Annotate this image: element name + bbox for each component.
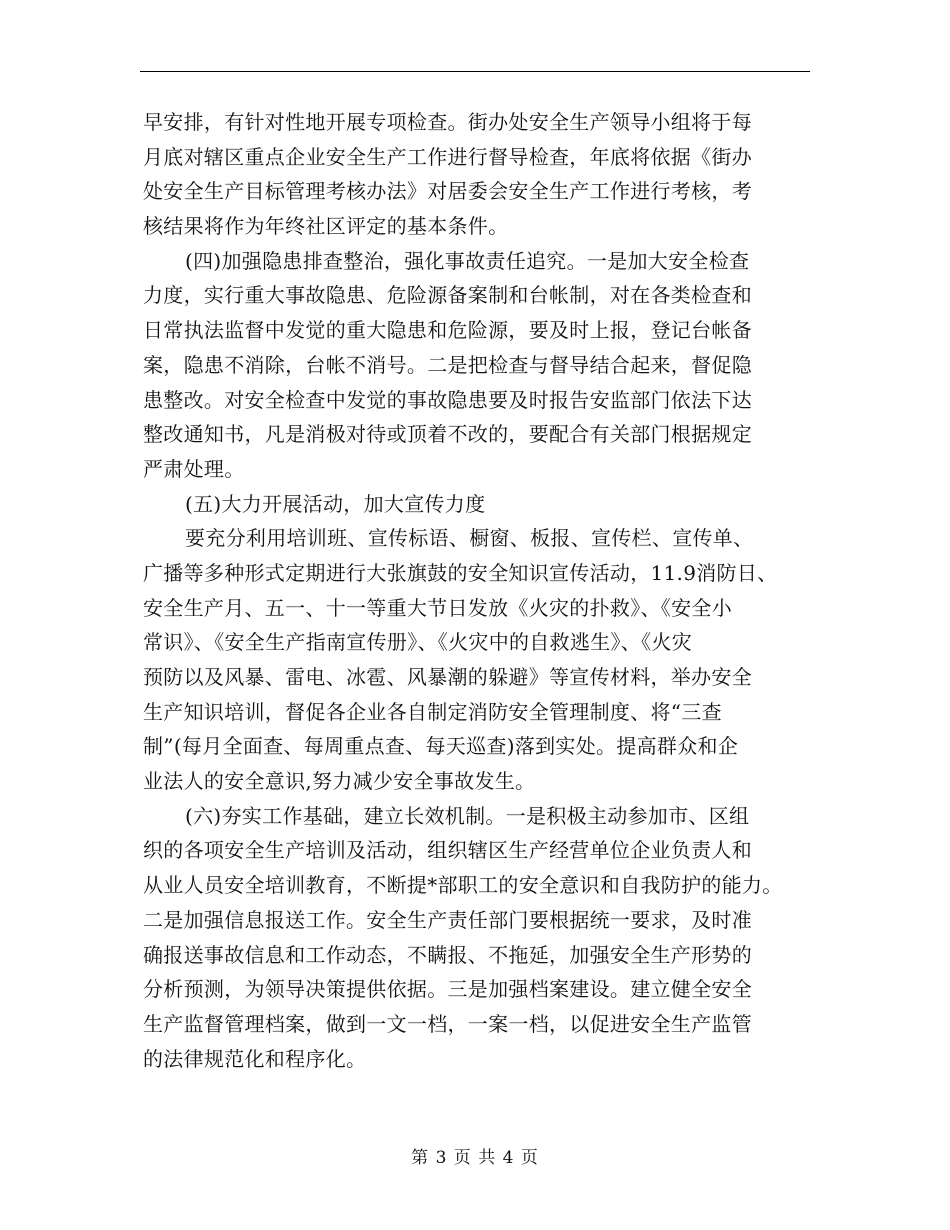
text-line: 广播等多种形式定期进行大张旗鼓的安全知识宣传活动，11.9消防日、 bbox=[143, 560, 778, 585]
text-line: 严肃处理。 bbox=[143, 456, 245, 481]
text-line: 制”(每月全面查、每周重点查、每天巡查)落到实处。提高群众和企 bbox=[143, 734, 739, 759]
text-line: 核结果将作为年终社区评定的基本条件。 bbox=[143, 214, 509, 239]
text-line: 月底对辖区重点企业安全生产工作进行督导检查，年底将依据《街办 bbox=[143, 144, 752, 169]
text-line: 生产监督管理档案，做到一文一档，一案一档，以促进安全生产监管 bbox=[143, 1011, 752, 1036]
text-line: 确报送事故信息和工作动态，不瞒报、不拖延，加强安全生产形势的 bbox=[143, 942, 752, 967]
text-line: 要充分利用培训班、宣传标语、橱窗、板报、宣传栏、宣传单、 bbox=[185, 526, 754, 551]
text-line: 处安全生产目标管理考核办法》对居委会安全生产工作进行考核，考 bbox=[143, 179, 752, 204]
text-line: 织的各项安全生产培训及活动，组织辖区生产经营单位企业负责人和 bbox=[143, 838, 752, 863]
text-line: (五)大力开展活动，加大宣传力度 bbox=[185, 491, 486, 516]
text-line: 力度，实行重大事故隐患、危险源备案制和台帐制，对在各类检查和 bbox=[143, 283, 752, 308]
text-line: 整改通知书，凡是消极对待或顶着不改的，要配合有关部门根据规定 bbox=[143, 422, 752, 447]
page-footer: 第 3 页 共 4 页 bbox=[411, 1148, 539, 1168]
text-line: 的法律规范化和程序化。 bbox=[143, 1046, 367, 1071]
text-line: 从业人员安全培训教育，不断提*部职工的安全意识和自我防护的能力。 bbox=[143, 873, 783, 898]
text-line: (六)夯实工作基础，建立长效机制。一是积极主动参加市、区组 bbox=[185, 803, 750, 828]
text-line: 常识》、《安全生产指南宣传册》、《火灾中的自救逃生》、《火灾 bbox=[143, 630, 692, 655]
text-line: 早安排，有针对性地开展专项检查。街办处安全生产领导小组将于每 bbox=[143, 110, 752, 134]
document-body bbox=[143, 105, 823, 1076]
text-line: (四)加强隐患排查整治，强化事故责任追究。一是加大安全检查 bbox=[185, 248, 750, 273]
text-line: 分析预测，为领导决策提供依据。三是加强档案建设。建立健全安全 bbox=[143, 977, 752, 1002]
text-line: 业法人的安全意识,努力减少安全事故发生。 bbox=[143, 769, 536, 794]
text-line: 生产知识培训，督促各企业各自制定消防安全管理制度、将“三查 bbox=[143, 699, 722, 724]
text-line: 案，隐患不消除，台帐不消号。二是把检查与督导结合起来，督促隐 bbox=[143, 352, 752, 377]
text-line: 二是加强信息报送工作。安全生产责任部门要根据统一要求，及时准 bbox=[143, 907, 752, 932]
text-line: 预防以及风暴、雷电、冰雹、风暴潮的躲避》等宣传材料，举办安全 bbox=[143, 665, 752, 689]
text-line: 日常执法监督中发觉的重大隐患和危险源，要及时上报，登记台帐备 bbox=[143, 318, 752, 343]
text-line: 患整改。对安全检查中发觉的事故隐患要及时报告安监部门依法下达 bbox=[143, 387, 752, 412]
header-rule bbox=[140, 71, 810, 72]
text-line: 安全生产月、五一、十一等重大节日发放《火灾的扑救》、《安全小 bbox=[143, 595, 732, 620]
